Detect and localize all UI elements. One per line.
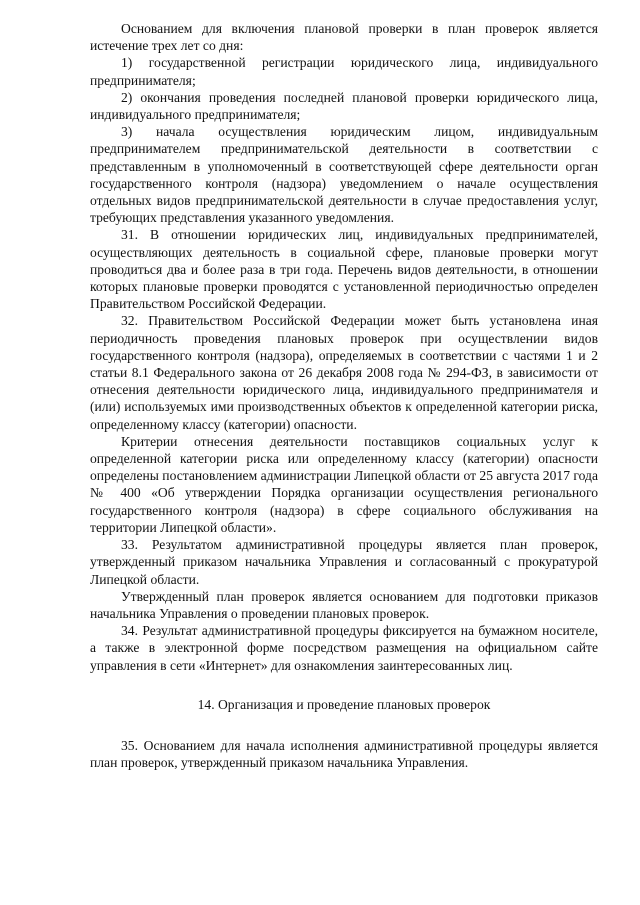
paragraph-grounds: Основанием для включения плановой проверки в план проверок является истечение трех лет со дня:: [90, 21, 598, 54]
paragraph-33: 33. Результатом административной процедуры является план проверок, утвержденный приказом начальника Управления и согласованный с прокуратурой Липецкой области.: [90, 537, 598, 587]
paragraph-35: 35. Основанием для начала исполнения административной процедуры является план проверок, утвержденный приказом начальника Управления.: [90, 737, 598, 771]
section-heading: 14. Организация и проведение плановых проверок: [197, 696, 491, 712]
paragraph-34: 34. Результат административной процедуры фиксируется на бумажном носителе, а также в электронной форме посредством размещения на официальном сайте управления в сети «Интернет» для ознакомления заинтересованных лиц.: [90, 623, 598, 673]
paragraph-item-3: 3) начала осуществления юридическим лицом, индивидуальным предпринимателем предпринимательской деятельности в соответствии с представленным в уполномоченный в соответствующей сфере деятельности орган государственного контроля (надзора) уведомлением о начале осуществления отдельных видов предпринимательской деятельности в случае предоставления услуг, требующих представления указанного уведомления.: [90, 124, 598, 226]
document-body: [90, 20, 598, 771]
paragraph-approved-plan: Утвержденный план проверок является основанием для подготовки приказов начальника Управления о проведении плановых проверок.: [90, 588, 598, 621]
paragraph-item-2: 2) окончания проведения последней плановой проверки юридического лица, индивидуального предпринимателя;: [90, 89, 598, 123]
paragraph-31: 31. В отношении юридических лиц, индивидуальных предпринимателей, осуществляющих деятельность в социальной сфере, плановые проверки могут проводиться два и более раза в три года. Перечень видов деятельности, в отношении которых плановые проверки проводятся с установленной периодичностью определен Правительством Российской Федерации.: [90, 227, 598, 312]
paragraph-32: 32. Правительством Российской Федерации может быть установлена иная периодичность проведения плановых проверок при осуществлении видов государственного контроля (надзора), определяемых в соответствии с частями 1 и 2 статьи 8.1 Федерального закона от 26 декабря 2008 года № 294-ФЗ, в зависимости от отнесения деятельности юридического лица, индивидуального предпринимателя и (или) используемых ими производственных объектов к определенной категории риска, определенному классу (категории) опасности.: [90, 313, 598, 432]
paragraph-criteria: Критерии отнесения деятельности поставщиков социальных услуг к определенной категории риска или определенному классу (категории) опасности определены постановлением администрации Липецкой области от 25 августа 2017 года № 400 «Об утверждении Порядка организации осуществления регионального государственного контроля (надзора) в сфере социального обслуживания на территории Липецкой области».: [90, 433, 598, 535]
paragraph-item-1: 1) государственной регистрации юридического лица, индивидуального предпринимателя;: [90, 55, 598, 88]
